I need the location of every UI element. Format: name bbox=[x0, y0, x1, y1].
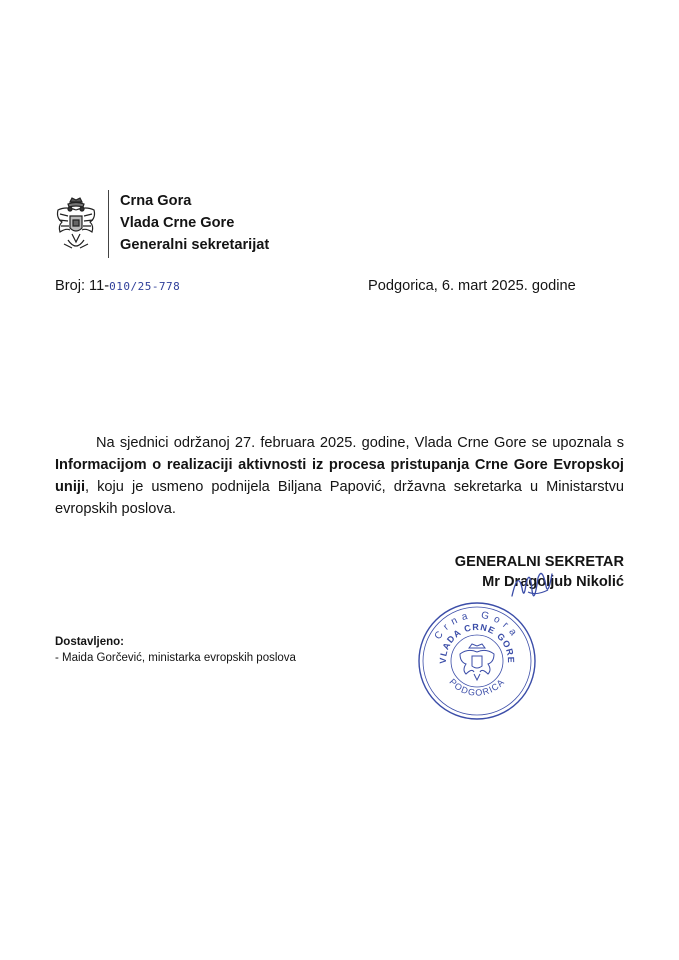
body-part-2: , koju je usmeno podnijela Biljana Papović, državna sekretarka u Ministarstvu evropskih poslova. bbox=[55, 479, 624, 517]
reference-number bbox=[55, 278, 180, 294]
header-line-secretariat: Generalni sekretarijat bbox=[120, 237, 270, 253]
signatory-title: GENERALNI SEKRETAR bbox=[454, 554, 624, 570]
signatory-block bbox=[380, 552, 624, 592]
stamp-top-text: Crna Gora bbox=[432, 609, 522, 642]
header-divider bbox=[108, 190, 109, 258]
header-line-country: Crna Gora bbox=[120, 193, 192, 209]
signatory-name: Mr Dragoljub Nikolić bbox=[482, 574, 624, 590]
reference-handwritten: 010/25-778 bbox=[109, 280, 181, 293]
letterhead bbox=[120, 190, 269, 256]
stamp-bottom-text: PODGORICA bbox=[447, 676, 507, 698]
coat-of-arms-icon bbox=[52, 196, 100, 256]
body-part-1: Na sjednici održanoj 27. februara 2025. godine, Vlada Crne Gore se upoznala s bbox=[96, 435, 624, 451]
stamp-middle-text: VLADA CRNE GORE bbox=[437, 621, 517, 664]
place-date: Podgorica, 6. mart 2025. godine bbox=[368, 278, 576, 294]
distribution-label: Dostavljeno: bbox=[55, 636, 125, 648]
distribution-item: - Maida Gorčević, ministarka evropskih poslova bbox=[55, 652, 296, 664]
header-line-government: Vlada Crne Gore bbox=[120, 215, 235, 231]
body-bold-title: Informacijom o realizaciji aktivnosti iz procesa pristupanja Crne Gore Evropskoj uniji bbox=[55, 457, 624, 495]
reference-label: Broj: 11- bbox=[55, 278, 110, 294]
body-paragraph bbox=[55, 432, 624, 520]
official-stamp-icon bbox=[414, 598, 540, 724]
stamp-eagle-icon bbox=[460, 644, 494, 680]
